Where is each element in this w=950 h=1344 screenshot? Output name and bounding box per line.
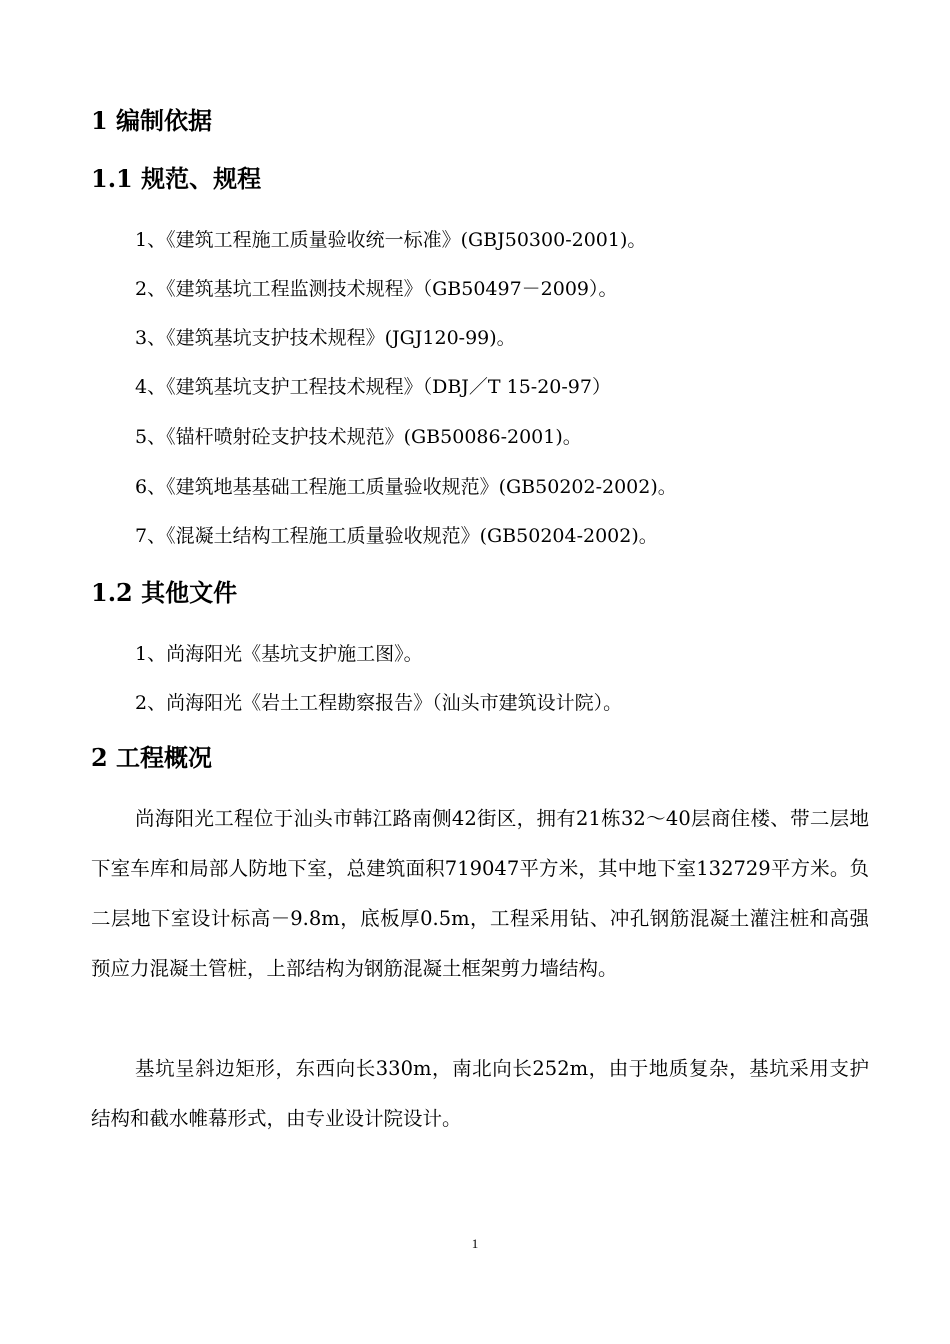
body-paragraph: 基坑呈斜边矩形，东西向长330m，南北向长252m，由于地质复杂，基坑采用支护结构和截水帷幕形式，由专业设计院设计。 — [91, 1057, 869, 1130]
subsection-heading-1-1: 1.1 规范、规程 — [91, 164, 262, 193]
list-item: 2、尚海阳光《岩土工程勘察报告》（汕头市建筑设计院）。 — [135, 692, 623, 714]
page-number: 1 — [471, 1236, 479, 1251]
list-item: 5、《锚杆喷射砼支护技术规范》(GB50086-2001)。 — [135, 426, 582, 448]
list-item: 1、《建筑工程施工质量验收统一标准》(GBJ50300-2001)。 — [135, 229, 647, 251]
list-item: 2、《建筑基坑工程监测技术规程》（GB50497－2009）。 — [135, 278, 618, 300]
section-heading-1: 1 编制依据 — [91, 106, 213, 135]
list-item: 7、《混凝土结构工程施工质量验收规范》(GB50204-2002)。 — [135, 525, 658, 547]
list-item: 6、《建筑地基基础工程施工质量验收规范》(GB50202-2002)。 — [135, 476, 677, 498]
section-heading-2: 2 工程概况 — [91, 743, 213, 772]
list-item: 4、《建筑基坑支护工程技术规程》（DBJ／T 15-20-97） — [135, 376, 611, 398]
list-item: 1、尚海阳光《基坑支护施工图》。 — [135, 643, 423, 665]
body-paragraph: 尚海阳光工程位于汕头市韩江路南侧42街区，拥有21栋32～40层商住楼、带二层地下室车库和局部人防地下室，总建筑面积719047平方米，其中地下室132729平方米。负二层地下室设计标高－9.8m，底板厚0.5m，工程采用钻、冲孔钢筋混凝土灌注桩和高强预应力混凝土管桩，上部结构为钢筋混凝土框架剪力墙结构。 — [91, 807, 869, 980]
subsection-heading-1-2: 1.2 其他文件 — [91, 578, 238, 607]
list-item: 3、《建筑基坑支护技术规程》(JGJ120-99)。 — [135, 327, 516, 349]
